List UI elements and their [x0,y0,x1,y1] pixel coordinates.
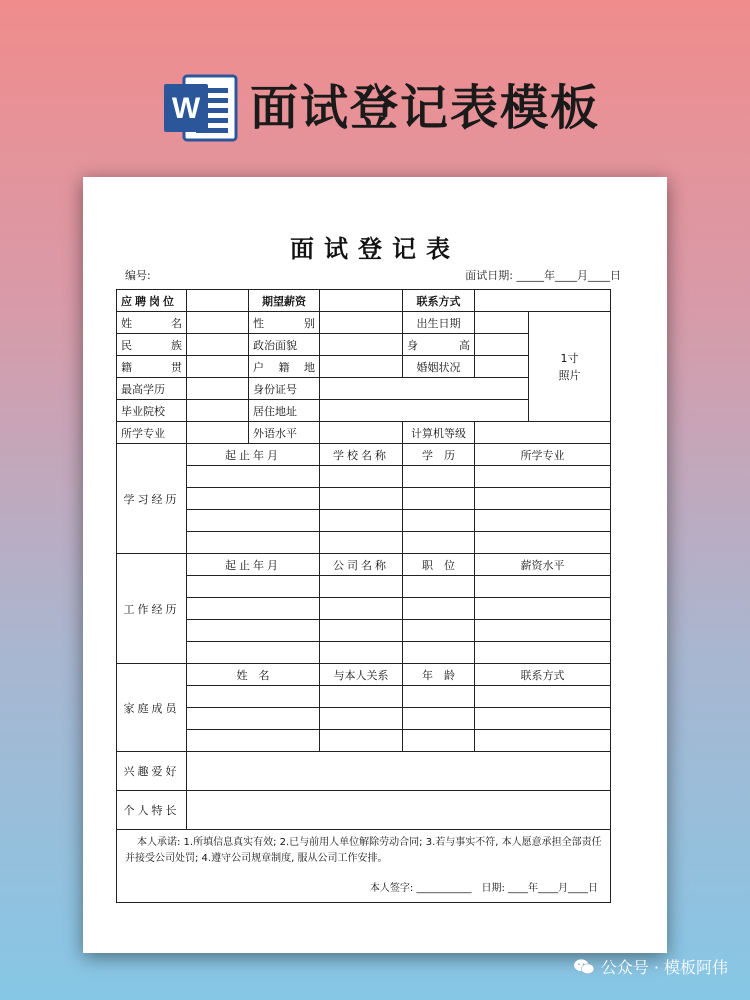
field-language[interactable] [320,422,403,444]
work-cell[interactable] [403,642,475,664]
family-cell[interactable] [403,708,475,730]
field-contact[interactable] [475,290,611,312]
form-title: 面试登记表 [290,234,460,263]
family-cell[interactable] [475,686,611,708]
family-cell[interactable] [187,730,320,752]
family-cell[interactable] [403,730,475,752]
study-cell[interactable] [475,510,611,532]
study-cell[interactable] [475,466,611,488]
photo-box[interactable] [529,312,611,422]
work-header-position: 职 位 [403,554,475,576]
field-birth[interactable] [475,312,529,334]
family-cell[interactable] [187,686,320,708]
family-header-contact: 联系方式 [475,664,611,686]
family-cell[interactable] [320,730,403,752]
field-education[interactable] [187,378,249,400]
family-header-name: 姓 名 [187,664,320,686]
label-school: 毕业院校 [117,400,187,422]
field-salary[interactable] [320,290,403,312]
section-study-label: 学习经历 [117,444,187,554]
family-header-relation: 与本人关系 [320,664,403,686]
work-cell[interactable] [320,598,403,620]
work-cell[interactable] [475,620,611,642]
wechat-icon [573,958,595,976]
study-cell[interactable] [403,466,475,488]
word-icon [162,70,242,146]
study-header-school: 学校名称 [320,444,403,466]
work-cell[interactable] [403,576,475,598]
label-contact: 联系方式 [403,290,475,312]
page-header [0,70,750,150]
work-cell[interactable] [187,598,320,620]
work-header-company: 公司名称 [320,554,403,576]
field-gender[interactable] [320,312,403,334]
work-cell[interactable] [320,620,403,642]
label-education: 最高学历 [117,378,187,400]
work-cell[interactable] [320,642,403,664]
study-cell[interactable] [187,532,320,554]
field-height[interactable] [475,334,529,356]
label-language: 外语水平 [249,422,320,444]
section-work-label: 工作经历 [117,554,187,664]
field-school[interactable] [187,400,249,422]
label-gender: 性别 [249,312,320,334]
label-position: 应聘岗位 [117,290,187,312]
study-cell[interactable] [475,488,611,510]
work-cell[interactable] [403,598,475,620]
page-title: 面试登记表模板 [250,80,601,136]
label-id-number: 身份证号 [249,378,320,400]
family-cell[interactable] [320,686,403,708]
document-sheet [83,177,667,953]
signature-line[interactable]: 本人签字: ___________ 日期: ____年____月____日 [369,883,598,894]
family-cell[interactable] [403,686,475,708]
label-major: 所学专业 [117,422,187,444]
label-salary: 期望薪资 [249,290,320,312]
field-ethnic[interactable] [187,334,249,356]
label-household: 户籍地 [249,356,320,378]
field-name[interactable] [187,312,249,334]
photo-label: 1寸 照片 [558,351,581,382]
field-household[interactable] [320,356,403,378]
study-cell[interactable] [475,532,611,554]
interview-date-label: 面试日期: _____年____月____日 [465,269,621,282]
work-cell[interactable] [475,576,611,598]
family-cell[interactable] [475,708,611,730]
field-political[interactable] [320,334,403,356]
label-computer: 计算机等级 [403,422,475,444]
field-native[interactable] [187,356,249,378]
work-cell[interactable] [475,642,611,664]
study-header-major: 所学专业 [475,444,611,466]
form-number-label: 编号: [125,269,151,282]
study-cell[interactable] [403,532,475,554]
label-native: 籍贯 [117,356,187,378]
watermark-text: 公众号 · 模板阿伟 [600,958,728,977]
field-id-number[interactable] [320,378,529,400]
work-cell[interactable] [475,598,611,620]
label-address: 居住地址 [249,400,320,422]
label-marital: 婚姻状况 [403,356,475,378]
label-ethnic: 民族 [117,334,187,356]
field-address[interactable] [320,400,529,422]
field-position[interactable] [187,290,249,312]
work-cell[interactable] [187,576,320,598]
label-height: 身高 [403,334,475,356]
study-cell[interactable] [403,488,475,510]
study-cell[interactable] [320,510,403,532]
study-cell[interactable] [187,510,320,532]
label-hobby: 兴趣爱好 [117,752,187,791]
pledge-section [117,830,611,903]
label-specialty: 个人特长 [117,791,187,830]
svg-text:W: W [171,92,201,125]
pledge-text: 本人承诺: 1.所填信息真实有效; 2.已与前用人单位解除劳动合同; 3.若与事实不符, 本人愿意承担全部责任并接受公司处罚; 4.遵守公司规章制度, 服从公司工作安排。 [125,837,602,864]
label-political: 政治面貌 [249,334,320,356]
registration-table [116,289,611,903]
work-cell[interactable] [320,576,403,598]
field-marital[interactable] [475,356,529,378]
field-major[interactable] [187,422,249,444]
study-cell[interactable] [187,466,320,488]
work-cell[interactable] [403,620,475,642]
label-birth: 出生日期 [403,312,475,334]
section-family-label: 家庭成员 [117,664,187,752]
work-header-period: 起止年月 [187,554,320,576]
field-hobby[interactable] [187,752,611,791]
study-cell[interactable] [320,532,403,554]
watermark [573,955,728,978]
family-cell[interactable] [187,708,320,730]
study-header-period: 起止年月 [187,444,320,466]
work-header-salary: 薪资水平 [475,554,611,576]
field-computer[interactable] [475,422,611,444]
study-cell[interactable] [187,488,320,510]
family-cell[interactable] [320,708,403,730]
work-cell[interactable] [187,620,320,642]
study-cell[interactable] [320,466,403,488]
family-header-age: 年 龄 [403,664,475,686]
study-cell[interactable] [403,510,475,532]
study-cell[interactable] [320,488,403,510]
label-name: 姓名 [117,312,187,334]
study-header-degree: 学 历 [403,444,475,466]
field-specialty[interactable] [187,791,611,830]
work-cell[interactable] [187,642,320,664]
family-cell[interactable] [475,730,611,752]
